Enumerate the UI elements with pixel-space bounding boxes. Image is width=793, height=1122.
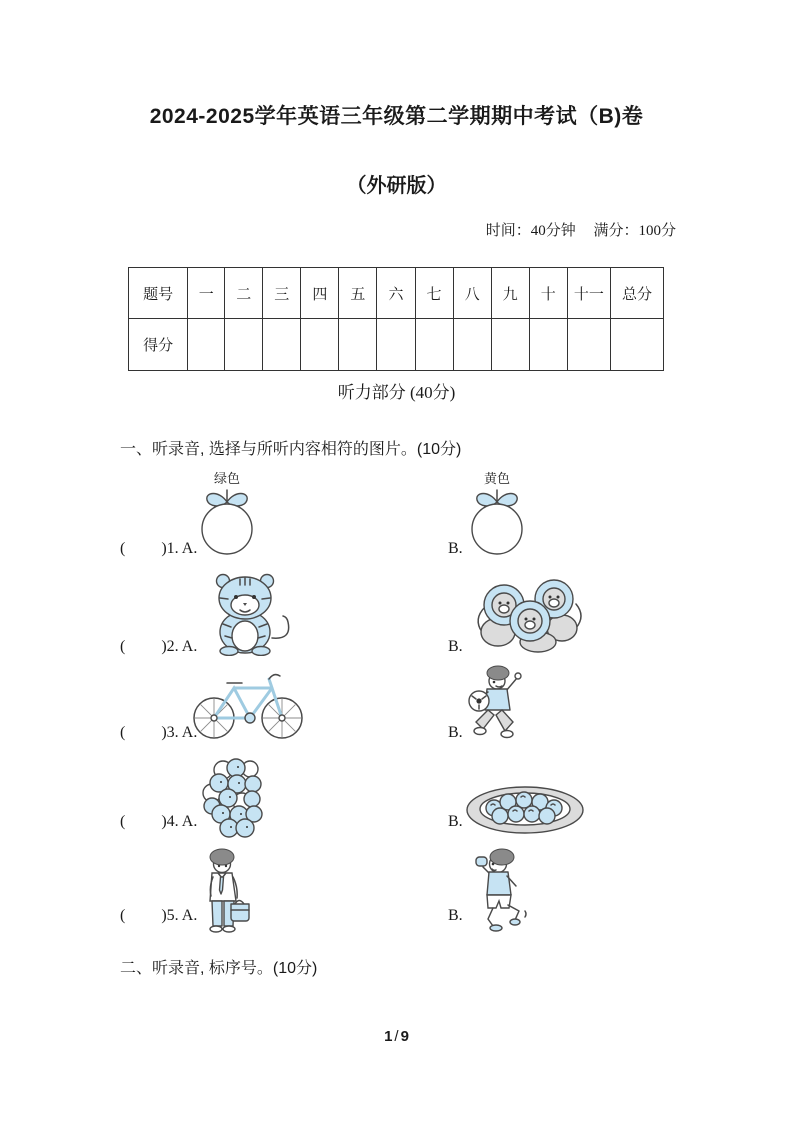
score-cell xyxy=(301,319,339,371)
listening-part-title: 听力部分 (40分) xyxy=(337,383,456,402)
boy-with-football-image xyxy=(462,664,526,742)
image-caption-green: 绿色 xyxy=(213,471,240,486)
table-header-row xyxy=(129,268,664,319)
header-cell: 二 xyxy=(225,268,263,319)
option-b-label: B. xyxy=(448,907,463,924)
section-1-heading: 一、听录音, 选择与所听内容相符的图片。(10分) xyxy=(120,441,462,458)
header-cell: 三 xyxy=(263,268,301,319)
page-title: 2024-2025学年英语三年级第二学期期中考试（B)卷 xyxy=(149,105,644,128)
current-page: 1 xyxy=(384,1028,393,1045)
header-cell: 十 xyxy=(529,268,567,319)
page-subtitle: （外研版） xyxy=(346,175,447,197)
tiger-image xyxy=(198,572,298,656)
score-cell xyxy=(225,319,263,371)
exam-meta xyxy=(472,219,676,240)
page-number-footer xyxy=(0,1028,793,1045)
option-b-label: B. xyxy=(448,540,463,557)
question-row-4 xyxy=(120,757,680,843)
score-cell xyxy=(377,319,415,371)
score-cell xyxy=(188,319,225,371)
answer-bracket-label: ( )3. A. xyxy=(120,724,198,741)
full-score-info: 满分：100分 xyxy=(593,223,676,239)
score-row-label: 得分 xyxy=(129,319,188,371)
score-cell xyxy=(611,319,664,371)
question-row-1 xyxy=(120,470,680,558)
score-cell xyxy=(567,319,610,371)
answer-bracket-label: ( )4. A. xyxy=(120,813,198,830)
answer-bracket-label: ( )5. A. xyxy=(120,907,198,924)
bicycle-image xyxy=(190,666,306,740)
page-separator: / xyxy=(394,1028,399,1045)
running-boy-image xyxy=(462,847,530,933)
yellow-apple-image xyxy=(468,486,526,556)
header-cell: 七 xyxy=(415,268,453,319)
header-cell: 十一 xyxy=(567,268,610,319)
time-info: 时间：40分钟 xyxy=(485,223,576,239)
header-cell: 总分 xyxy=(611,268,664,319)
header-cell: 五 xyxy=(339,268,377,319)
question-row-3 xyxy=(120,664,680,742)
balloon-cluster-image xyxy=(198,757,268,841)
score-row xyxy=(129,319,664,371)
score-table xyxy=(128,267,664,371)
score-cell xyxy=(453,319,491,371)
section-2-heading: 二、听录音, 标序号。(10分) xyxy=(120,960,318,977)
score-cell xyxy=(263,319,301,371)
boy-with-bag-image xyxy=(200,847,256,933)
green-apple-image xyxy=(198,486,256,556)
answer-bracket-label: ( )2. A. xyxy=(120,638,198,655)
score-cell xyxy=(529,319,567,371)
score-cell xyxy=(491,319,529,371)
score-cell xyxy=(415,319,453,371)
answer-bracket-label: ( )1. A. xyxy=(120,540,198,557)
question-row-2 xyxy=(120,572,680,656)
header-cell: 八 xyxy=(453,268,491,319)
header-cell: 一 xyxy=(188,268,225,319)
header-cell: 九 xyxy=(491,268,529,319)
total-pages: 9 xyxy=(400,1028,409,1045)
question-row-5 xyxy=(120,845,680,935)
score-cell xyxy=(339,319,377,371)
option-b-label: B. xyxy=(448,813,463,830)
three-lions-image xyxy=(472,574,584,654)
image-caption-yellow: 黄色 xyxy=(483,471,510,486)
option-b-label: B. xyxy=(448,638,463,655)
header-cell: 题号 xyxy=(129,268,188,319)
plate-of-eggs-image xyxy=(464,783,586,835)
option-b-label: B. xyxy=(448,724,463,741)
header-cell: 六 xyxy=(377,268,415,319)
header-cell: 四 xyxy=(301,268,339,319)
